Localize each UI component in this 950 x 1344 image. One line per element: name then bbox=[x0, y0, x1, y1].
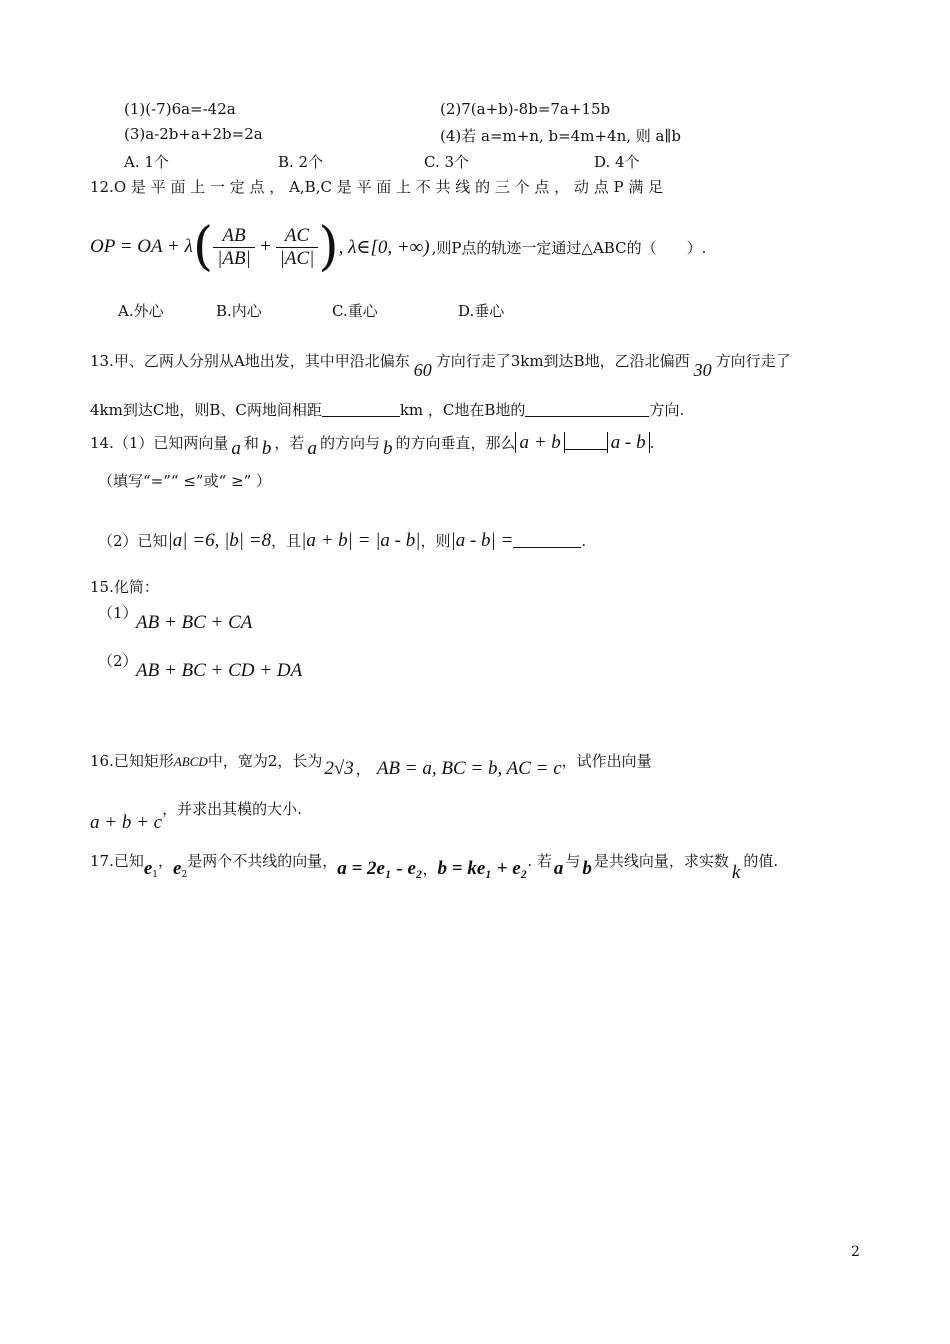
q14-answer-blank[interactable] bbox=[513, 533, 581, 548]
q12-tail: ,则P点的轨迹一定通过△ABC的（ ）. bbox=[431, 238, 707, 257]
q16-rect: ABCD bbox=[173, 754, 208, 769]
q16-sum: a + b + c bbox=[90, 812, 163, 833]
q13-line2-b: km ，C地在B地的 bbox=[399, 401, 526, 419]
q14-condition: |a + b| = |a - b| bbox=[301, 530, 421, 551]
q16-line-1: 16.已知矩形ABCD中，宽为2，长为 2√3 ， AB = a, BC = b, AC = c，试作出向量 bbox=[90, 752, 652, 779]
q14-var-a: a bbox=[231, 438, 241, 459]
q16-length: 2√3 bbox=[324, 758, 354, 779]
plus-sign: + bbox=[258, 236, 272, 257]
q14-part2-b: ，且 bbox=[271, 532, 302, 550]
q12-formula-lhs: OP = OA + λ bbox=[90, 236, 193, 257]
q11-option-4: (4)若 a=m+n, b=4m+4n, 则 a∥b bbox=[440, 127, 682, 145]
q17-a-definition: a = 2e₁ - e₂ bbox=[337, 858, 423, 879]
q14-line1-d: 的方向与 bbox=[319, 434, 380, 452]
q14-given: |a| =6, |b| =8 bbox=[167, 530, 272, 551]
q14-part2-c: ，则 bbox=[420, 532, 451, 550]
q14-line-2: （2）已知|a| =6, |b| =8，且|a + b| = |a - b|，则|a - b| = . bbox=[98, 530, 587, 551]
q14-var-b-2: b bbox=[382, 438, 393, 459]
q14-expr-diff: a - b bbox=[607, 432, 650, 453]
q17-part-4: 与 bbox=[565, 852, 581, 870]
q14-line-1: 14.（1）已知两向量 a 和 b ，若 a 的方向与 b 的方向垂直，那么 a + b a - b . bbox=[90, 432, 655, 459]
q11-option-1: (1)(-7)6a=-42a bbox=[124, 100, 236, 118]
q12-lambda-range: , λ∈[0, +∞) bbox=[338, 236, 430, 258]
q17-part-6: 的值. bbox=[743, 852, 779, 870]
q16-part-3: ，试作出向量 bbox=[561, 752, 652, 770]
right-paren: ) bbox=[318, 217, 339, 277]
q12-stem: 12.O 是 平 面 上 一 定 点 ， A,B,C 是 平 面 上 不 共 线 的 三 个 点 ， 动 点 P 满 足 bbox=[90, 178, 664, 196]
q14-line1-e: 的方向垂直，那么 bbox=[395, 434, 516, 452]
q14-var-b: b bbox=[261, 438, 272, 459]
q14-line1-b: 和 bbox=[243, 434, 259, 452]
q11-choice-c: C. 3个 bbox=[424, 153, 470, 171]
q17-e2: e bbox=[173, 858, 182, 879]
q14-expr-sum: a + b bbox=[515, 432, 564, 453]
q15-sub2-expr: AB + BC + CD + DA bbox=[136, 660, 303, 681]
q12-frac1-den: |AB| bbox=[217, 247, 251, 269]
q14-compare-blank[interactable] bbox=[565, 435, 607, 450]
q16-line-2 bbox=[90, 798, 302, 833]
q17-e1: e bbox=[143, 858, 153, 879]
q14-var-a-2: a bbox=[307, 438, 317, 459]
q11-choice-a: A. 1个 bbox=[124, 153, 169, 171]
q12-choice-d: D.垂心 bbox=[458, 302, 505, 320]
q11-option-3: (3)a-2b+a+2b=2a bbox=[124, 125, 263, 143]
q15-sub1-expr: AB + BC + CA bbox=[136, 612, 253, 633]
q14-fill-hint: （填写“=”“ ≤”或“ ≥” ） bbox=[98, 472, 272, 490]
q13-angle-1: 60 bbox=[413, 360, 432, 380]
q12-choice-a: A.外心 bbox=[118, 302, 164, 320]
q17-b-definition: b = ke₁ + e₂ bbox=[437, 858, 528, 879]
q17-part-5: 是共线向量，求实数 bbox=[593, 852, 729, 870]
q15-title: 15.化简： bbox=[90, 578, 159, 596]
q14-line1-c: ，若 bbox=[274, 434, 305, 452]
q15-sub1-label: （1） bbox=[98, 604, 138, 622]
q13-part-3: 方向行走了 bbox=[715, 352, 791, 370]
q12-frac1-num: AB bbox=[213, 225, 255, 248]
q13-line-1 bbox=[90, 350, 791, 380]
q13-direction-blank[interactable] bbox=[525, 402, 649, 417]
q13-line2-a: 4km到达C地，则B、C两地间相距 bbox=[90, 401, 322, 419]
q17-part-3: . 若 bbox=[527, 852, 552, 870]
q17-part-2: 是两个不共线的向量， bbox=[187, 852, 338, 870]
q17-k: k bbox=[731, 862, 741, 883]
q16-part-1: 16.已知矩形 bbox=[90, 752, 174, 770]
q12-frac2-num: AC bbox=[276, 225, 319, 248]
q13-distance-blank[interactable] bbox=[322, 402, 400, 417]
q12-frac2-den: |AC| bbox=[279, 247, 315, 269]
q14-part2-a: （2）已知 bbox=[98, 532, 168, 550]
q13-part-2: 方向行走了3km到达B地，乙沿北偏西 bbox=[435, 352, 690, 370]
left-paren: ( bbox=[192, 217, 214, 277]
page-number: 2 bbox=[851, 1244, 860, 1260]
q16-part-4: ，并求出其模的大小. bbox=[162, 800, 302, 818]
q11-choice-b: B. 2个 bbox=[278, 153, 324, 171]
q12-choice-c: C.重心 bbox=[332, 302, 378, 320]
q12-formula bbox=[90, 212, 706, 282]
q13-line-2 bbox=[90, 399, 684, 420]
q16-part-2: 中，宽为2，长为 bbox=[207, 752, 323, 770]
q17-line: 17.已知$e_1$，$e_2$是两个不共线的向量，a = 2e₁ - e₂，b = ke₁ + e₂. 若 a 与 b 是共线向量，求实数k的值. bbox=[90, 852, 779, 883]
q16-condition: AB = a, BC = b, AC = c bbox=[376, 758, 562, 779]
q13-part-1: 13.甲、乙两人分别从A地出发，其中甲沿北偏东 bbox=[90, 352, 410, 370]
q14-ask: |a - b| = bbox=[450, 530, 514, 551]
q12-fraction-ac bbox=[276, 225, 319, 270]
q11-option-2: (2)7(a+b)-8b=7a+15b bbox=[440, 100, 611, 118]
q13-angle-2: 30 bbox=[693, 360, 712, 380]
q14-line1-a: 14.（1）已知两向量 bbox=[90, 434, 229, 452]
q17-part-1: 17.已知 bbox=[90, 852, 144, 870]
q13-line2-c: 方向. bbox=[649, 401, 685, 419]
q15-sub2-label: （2） bbox=[98, 652, 138, 670]
q12-choice-b: B.内心 bbox=[216, 302, 262, 320]
q12-fraction-ab bbox=[213, 225, 255, 270]
q11-choice-d: D. 4个 bbox=[594, 153, 640, 171]
